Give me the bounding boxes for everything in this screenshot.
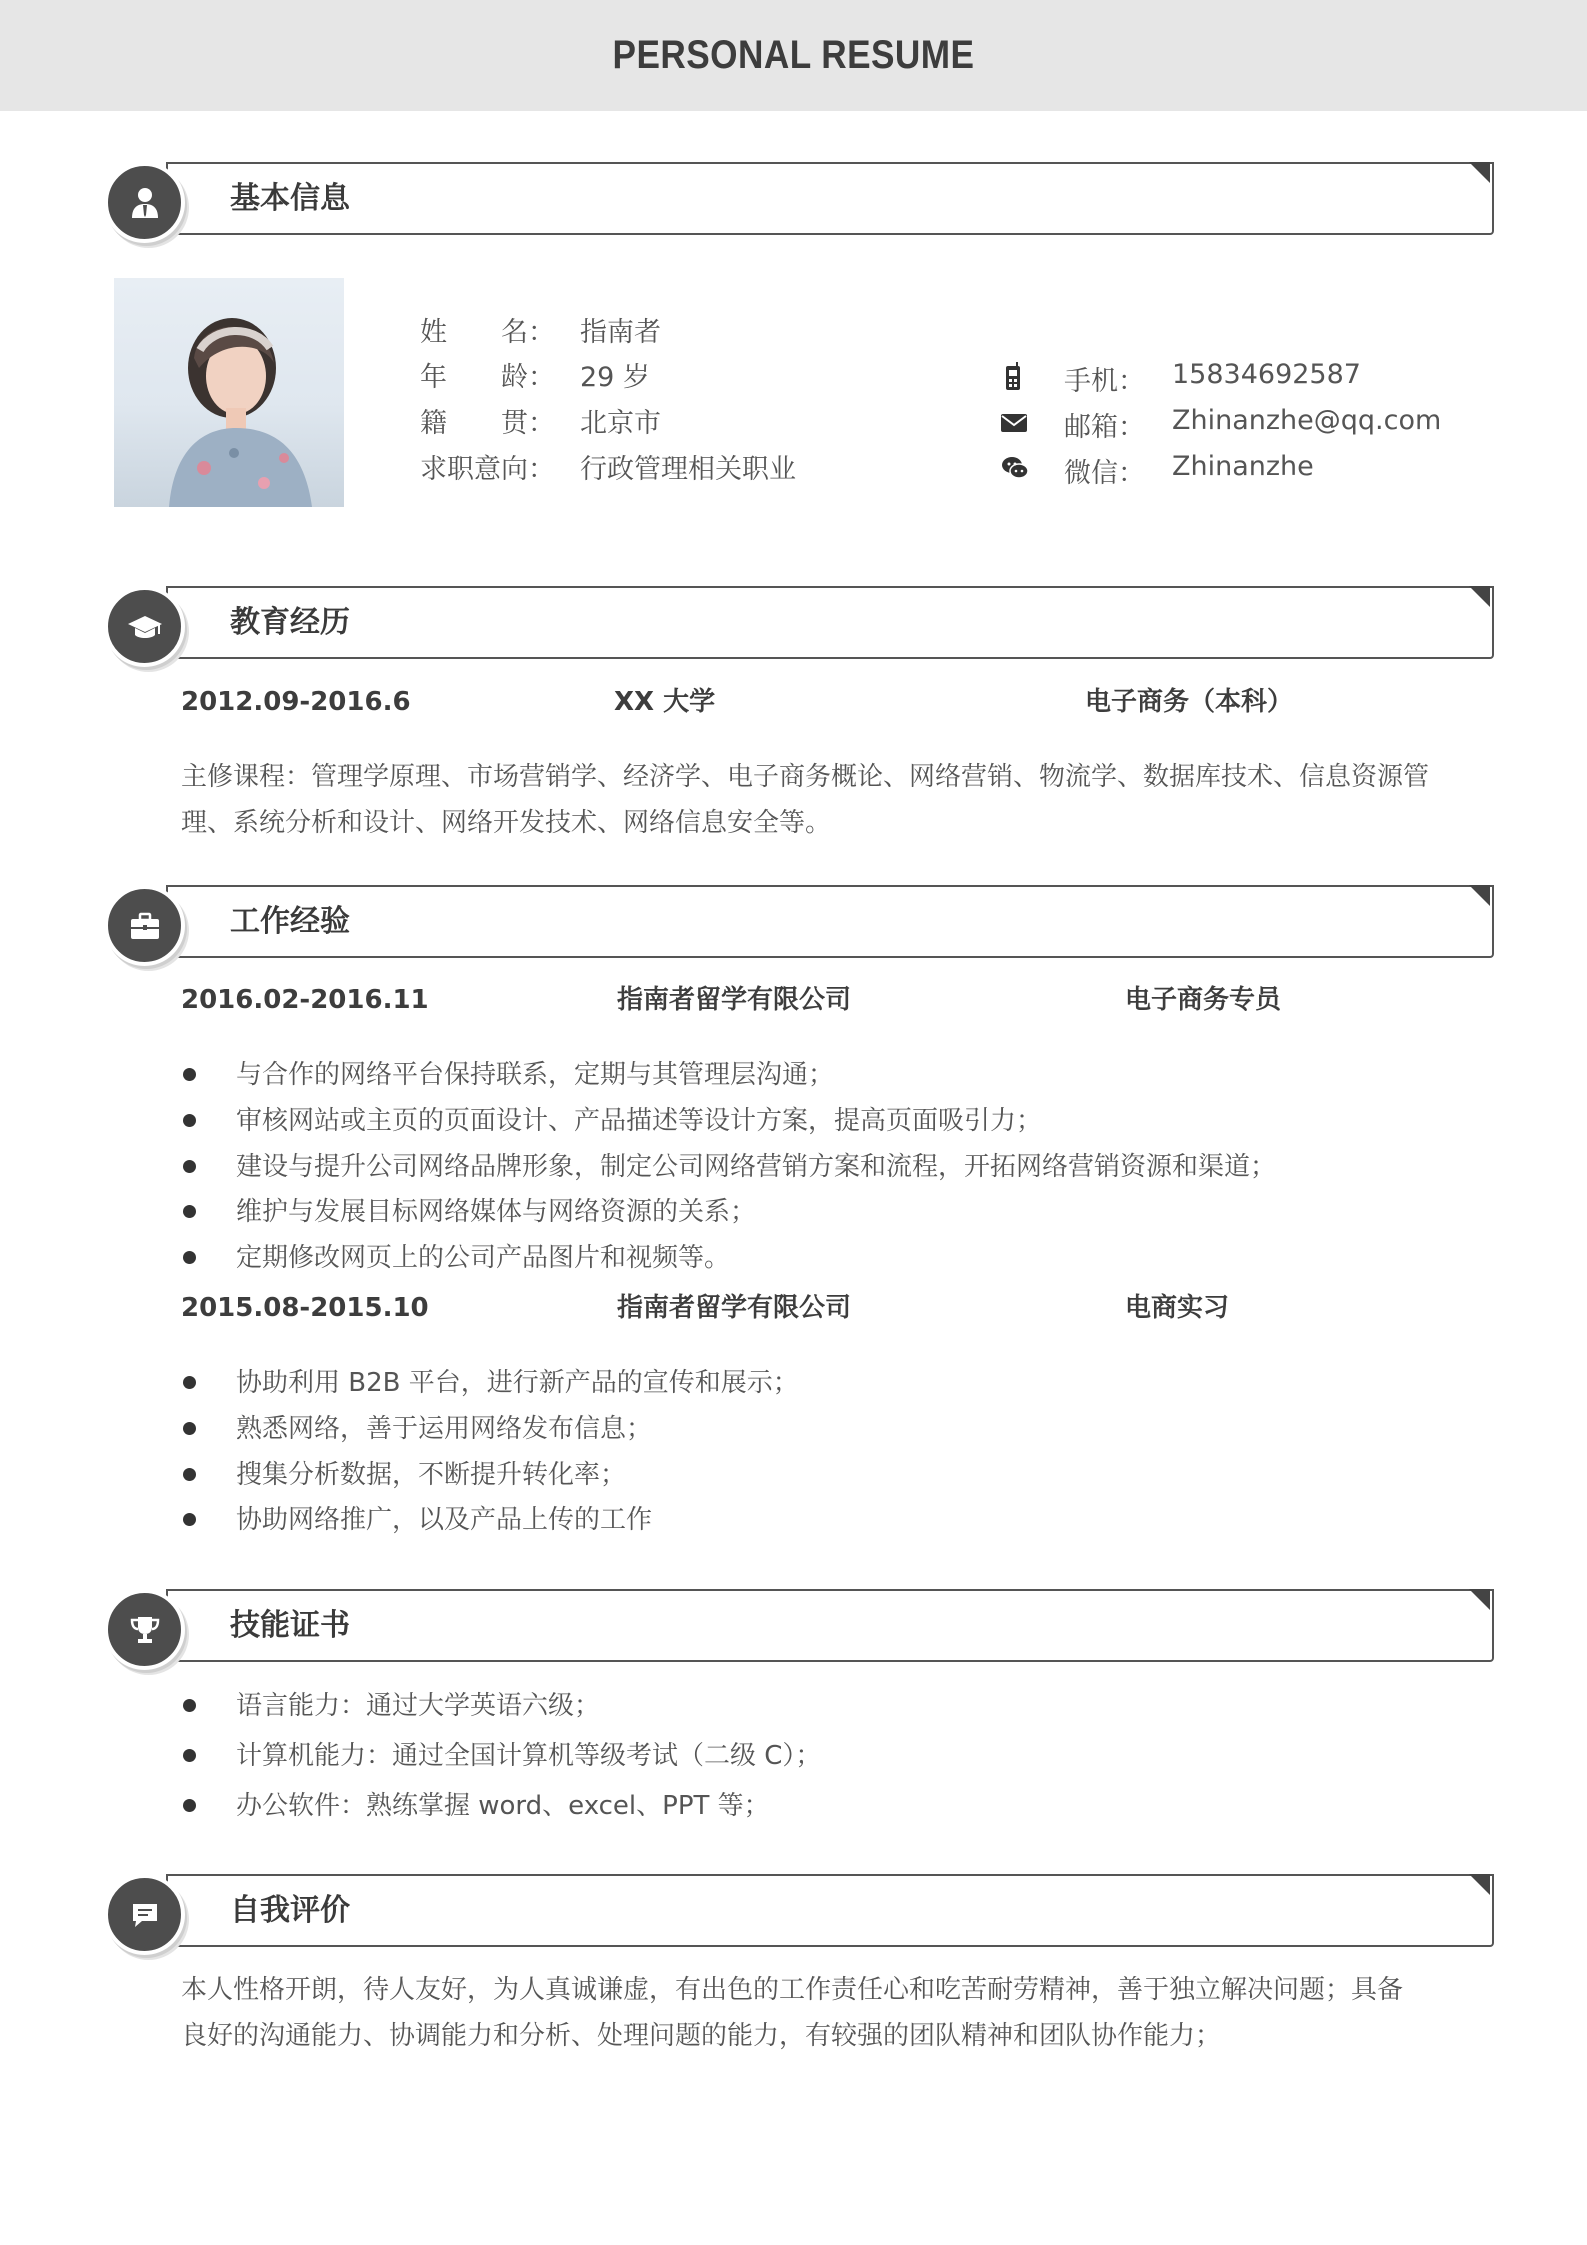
graduation-cap-icon — [104, 586, 185, 667]
wechat-label: 微信： — [1064, 458, 1145, 489]
bullet-dot — [183, 1699, 196, 1712]
section-header-self — [104, 1874, 1492, 1962]
list-item: 搜集分析数据，不断提升转化率； — [236, 1460, 627, 1490]
job-company: 指南者留学有限公司 — [617, 1293, 852, 1323]
education-school: XX 大学 — [614, 687, 716, 717]
age-label: 年 龄： — [420, 362, 555, 393]
skill-item: 计算机能力：通过全国计算机等级考试（二级 C）； — [236, 1741, 822, 1771]
section-title: 工作经验 — [230, 904, 350, 939]
section-header-skills — [104, 1589, 1492, 1677]
section-title: 技能证书 — [230, 1608, 350, 1643]
bullet-dot — [183, 1749, 196, 1762]
section-title: 基本信息 — [230, 181, 350, 216]
section-bar — [166, 1874, 1494, 1947]
name-label: 姓 名： — [420, 317, 555, 348]
section-header-education — [104, 586, 1492, 674]
bullet-dot — [183, 1468, 196, 1481]
section-header-work — [104, 885, 1492, 973]
job-role: 电商实习 — [1125, 1293, 1230, 1323]
briefcase-icon — [104, 885, 185, 966]
section-header-basic — [104, 162, 1492, 250]
skill-item: 办公软件：熟练掌握 word、excel、PPT 等； — [236, 1791, 770, 1821]
section-bar — [166, 1589, 1494, 1662]
age-value: 29 岁 — [580, 362, 650, 393]
intent-value: 行政管理相关职业 — [580, 454, 796, 485]
list-item: 建设与提升公司网络品牌形象，制定公司网络营销方案和流程，开拓网络营销资源和渠道； — [236, 1152, 1277, 1182]
list-item: 审核网站或主页的页面设计、产品描述等设计方案，提高页面吸引力； — [236, 1106, 1043, 1136]
page-title: PERSONAL RESUME — [612, 33, 975, 77]
section-bar — [166, 885, 1494, 958]
education-courses-line2: 理、系统分析和设计、网络开发技术、网络信息安全等。 — [181, 808, 832, 838]
list-item: 维护与发展目标网络媒体与网络资源的关系； — [236, 1197, 757, 1227]
job-role: 电子商务专员 — [1125, 985, 1282, 1015]
bullet-dot — [183, 1513, 196, 1526]
phone-value: 15834692587 — [1172, 359, 1361, 390]
person-icon — [104, 162, 185, 243]
bullet-dot — [183, 1799, 196, 1812]
section-title: 自我评价 — [230, 1893, 350, 1928]
list-item: 定期修改网页上的公司产品图片和视频等。 — [236, 1243, 731, 1273]
education-major: 电子商务（本科） — [1085, 687, 1294, 717]
wechat-value: Zhinanzhe — [1172, 451, 1314, 482]
bullet-dot — [183, 1114, 196, 1127]
section-notch — [1469, 1589, 1490, 1610]
education-courses-line1: 主修课程：管理学原理、市场营销学、经济学、电子商务概论、网络营销、物流学、数据库技术、信息资源管 — [181, 762, 1430, 792]
email-label: 邮箱： — [1064, 412, 1145, 443]
section-bar — [166, 162, 1494, 235]
intent-label: 求职意向： — [420, 454, 555, 485]
trophy-icon — [104, 1589, 185, 1670]
mail-icon — [1000, 413, 1028, 437]
bullet-dot — [183, 1376, 196, 1389]
skill-item: 语言能力：通过大学英语六级； — [236, 1691, 601, 1721]
bullet-dot — [183, 1422, 196, 1435]
list-item: 协助网络推广，以及产品上传的工作 — [236, 1505, 653, 1535]
self-eval-line2: 良好的沟通能力、协调能力和分析、处理问题的能力，有较强的团队精神和团队协作能力； — [181, 2021, 1222, 2051]
comment-icon — [104, 1874, 185, 1955]
section-notch — [1469, 885, 1490, 906]
section-bar — [166, 586, 1494, 659]
job-company: 指南者留学有限公司 — [617, 985, 852, 1015]
bullet-dot — [183, 1251, 196, 1264]
name-value: 指南者 — [580, 317, 661, 348]
list-item: 与合作的网络平台保持联系，定期与其管理层沟通； — [236, 1060, 835, 1090]
job-period: 2015.08-2015.10 — [181, 1293, 429, 1323]
section-notch — [1469, 162, 1490, 183]
section-notch — [1469, 1874, 1490, 1895]
bullet-dot — [183, 1160, 196, 1173]
origin-label: 籍 贯： — [420, 408, 555, 439]
education-period: 2012.09-2016.6 — [181, 687, 411, 717]
bullet-dot — [183, 1205, 196, 1218]
section-title: 教育经历 — [230, 605, 350, 640]
list-item: 熟悉网络，善于运用网络发布信息； — [236, 1414, 653, 1444]
phone-icon — [1003, 362, 1023, 396]
list-item: 协助利用 B2B 平台，进行新产品的宣传和展示； — [236, 1368, 799, 1398]
job-period: 2016.02-2016.11 — [181, 985, 429, 1015]
section-notch — [1469, 586, 1490, 607]
phone-label: 手机： — [1064, 366, 1145, 397]
origin-value: 北京市 — [580, 408, 661, 439]
profile-photo — [114, 278, 344, 507]
wechat-icon — [1001, 455, 1029, 485]
bullet-dot — [183, 1068, 196, 1081]
email-value: Zhinanzhe@qq.com — [1172, 405, 1442, 436]
self-eval-line1: 本人性格开朗，待人友好，为人真诚谦虚，有出色的工作责任心和吃苦耐劳精神，善于独立解决问题；具备 — [181, 1975, 1404, 2005]
